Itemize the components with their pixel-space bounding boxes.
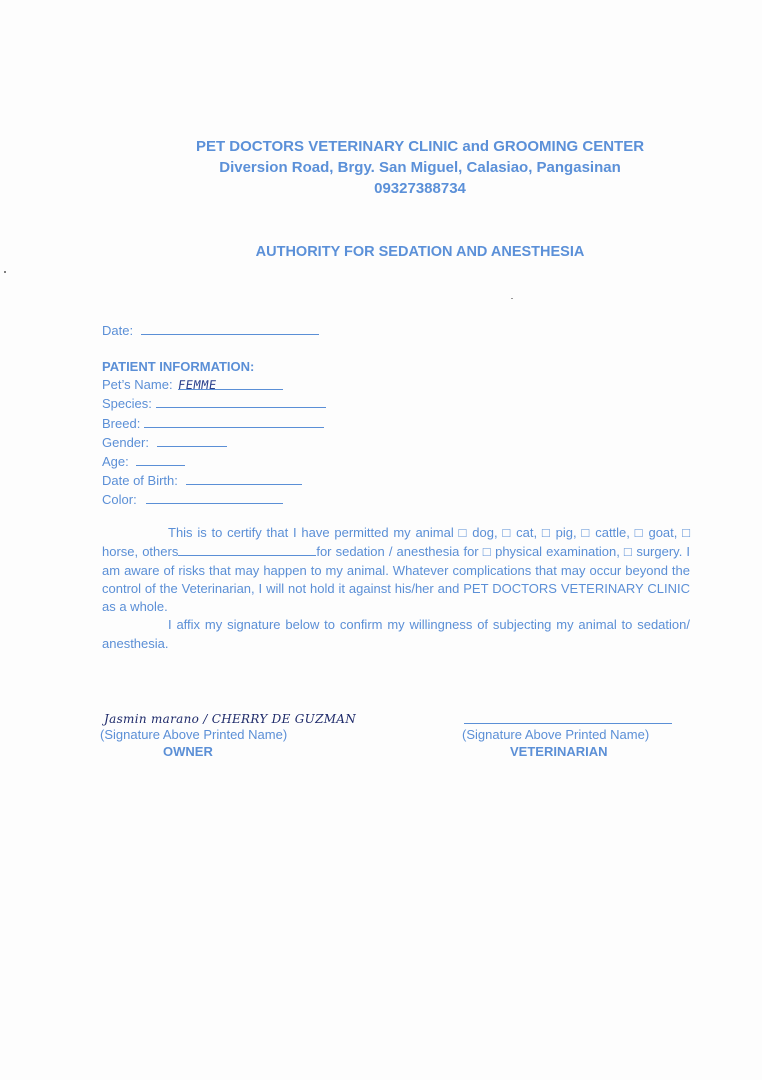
color-row <box>102 490 326 509</box>
gender-row <box>102 433 326 452</box>
consent-text-part-2: for sedation / anesthesia for □ physical examination, □ surgery. I am aware of risks that may happen to my animal. Whatever complications that may occur beyond the control of the Veterinarian, I will not hold it against his/her and PET DOCTORS VETERINARY CLINIC as a whole. <box>102 544 690 615</box>
species-label: Species: <box>102 396 152 412</box>
pet-name-label: Pet’s Name: <box>102 377 173 393</box>
date-of-birth-label: Date of Birth: <box>102 473 178 489</box>
veterinarian-signature-block <box>462 700 672 759</box>
consent-statement <box>102 524 690 653</box>
date-of-birth-row <box>102 471 326 490</box>
owner-signature-caption: (Signature Above Printed Name) <box>100 727 288 742</box>
breed-label: Breed: <box>102 415 141 431</box>
date-of-birth-field[interactable] <box>186 471 302 485</box>
consent-text-part-3: I affix my signature below to confirm my willingness of subjecting my animal to sedation/ anesthesia. <box>102 617 690 651</box>
veterinarian-signature-caption: (Signature Above Printed Name) <box>462 727 650 742</box>
breed-field[interactable] <box>144 414 324 428</box>
species-field[interactable] <box>156 394 326 408</box>
pet-name-field[interactable] <box>177 376 283 393</box>
clinic-name: PET DOCTORS VETERINARY CLINIC and GROOMING CENTER <box>195 138 645 155</box>
patient-info-heading: PATIENT INFORMATION: <box>102 359 255 374</box>
breed-row <box>102 414 326 433</box>
owner-role-label: OWNER <box>163 744 213 759</box>
clinic-header <box>0 136 762 199</box>
owner-signature-field[interactable] <box>100 700 380 724</box>
gender-label: Gender: <box>102 434 149 450</box>
date-label: Date: <box>102 323 134 338</box>
species-row <box>102 394 326 413</box>
patient-information <box>102 358 326 510</box>
other-animal-field[interactable] <box>178 542 316 556</box>
color-field[interactable] <box>146 490 283 504</box>
date-row <box>102 321 319 338</box>
date-field[interactable] <box>141 321 319 335</box>
pet-name-value: FEMME <box>177 378 218 393</box>
age-row <box>102 452 326 471</box>
consent-paragraph-2 <box>102 616 690 653</box>
owner-signature-block <box>100 700 380 759</box>
veterinarian-signature-field[interactable] <box>462 700 672 724</box>
owner-handwritten-signature: Jasmin marano / CHERRY DE GUZMAN <box>104 712 357 726</box>
pet-name-row <box>102 376 326 394</box>
gender-field[interactable] <box>157 433 227 447</box>
veterinarian-signature-line <box>464 723 672 724</box>
consent-paragraph-1 <box>102 524 690 616</box>
scan-speck <box>511 298 513 299</box>
document-title: AUTHORITY FOR SEDATION AND ANESTHESIA <box>255 244 585 260</box>
color-label: Color: <box>102 492 137 508</box>
consent-text-part-1: This is to certify that I have permitted my animal □ dog, □ cat, □ pig, □ cattle, □ goat, □ horse, others <box>102 525 690 560</box>
scan-speck <box>4 271 6 273</box>
clinic-phone: 09327388734 <box>374 180 466 197</box>
clinic-address: Diversion Road, Brgy. San Miguel, Calasiao, Pangasinan <box>219 159 621 176</box>
age-field[interactable] <box>136 452 185 466</box>
age-label: Age: <box>102 454 129 470</box>
veterinarian-role-label: VETERINARIAN <box>510 744 608 759</box>
